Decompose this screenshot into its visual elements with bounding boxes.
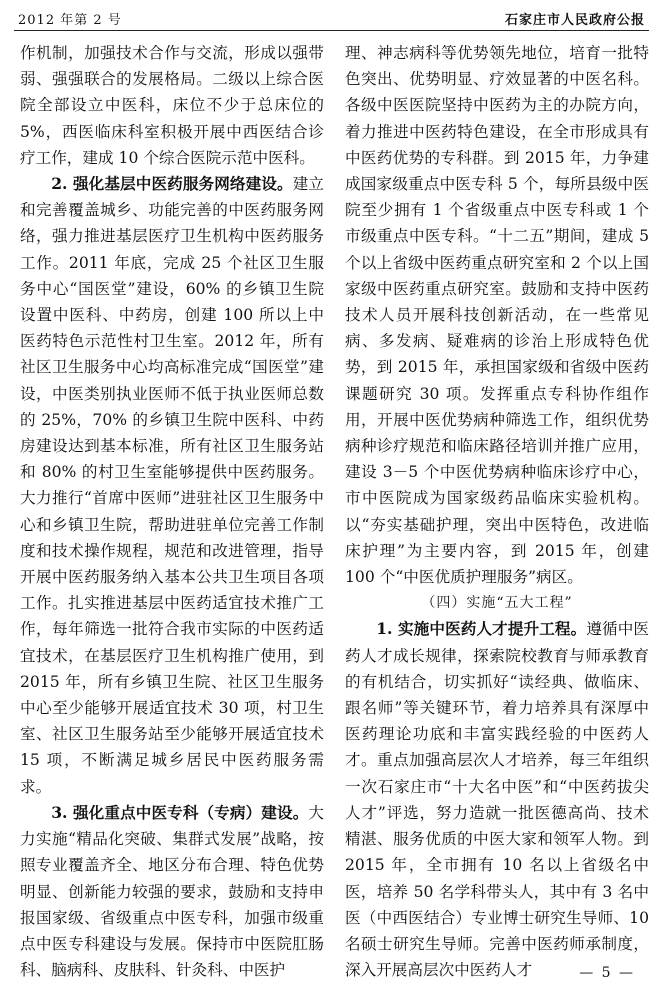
paragraph: 作机制，加强技术合作与交流，形成以强带弱、强强联合的发展格局。二级以上综合医院全部设立中医科，床位不少于总床位的 5%，西医临床科室积极开展中西医结合诊疗工作，建成 10 个综合医院示范中医科。 (20, 44, 324, 167)
section-heading: 3. 强化重点中医专科（专病）建设。 (51, 802, 309, 822)
subsection-heading: （四）实施“五大工程” (421, 595, 573, 612)
paragraph-section-1 (345, 616, 649, 983)
section-heading: 2. 强化基层中医药服务网络建设。 (51, 174, 293, 194)
paragraph-text: 遵循中医药人才成长规律，探索院校教育与师承教育的有机结合，切实抓好“读经典、做临床、跟名师”等关键环节，着力培养具有深厚中医药理论功底和丰富实践经验的中医药人才。重点加强高层次人才培养，每三年组织一次石家庄市“十大名中医”和“中医药拔尖人才”评选，努力造就一批医德高尚、技术精湛、服务优质的中医大家和领军人物。到 2015 年，全市拥有 10 名以上省级名中医，培养 50 名学科带头人，其中有 3 名中医（中西医结合）专业博士研究生导师、10 名硕士研究生导师。完善中医药师承制度，深入开展高层次中医药人才 (345, 620, 649, 980)
paragraph-section-3 (20, 800, 324, 983)
page-number: — 5 — (579, 965, 635, 981)
publication-title: 石家庄市人民政府公报 (504, 13, 645, 28)
paragraph-section-2 (20, 171, 324, 800)
right-column (345, 40, 649, 983)
paragraph-text: 建立和完善覆盖城乡、功能完善的中医药服务网络，强力推进基层医疗卫生机构中医药服务工作。2011 年底，完成 25 个社区卫生服务中心“国医堂”建设，60% 的乡镇卫生院设置中医科、中药房，创建 100 所以上中医药特色示范性村卫生室。2012 年，所有社区卫生服务中心均高标准完成“国医堂”建设，中医类别执业医师不低于执业医师总数的 25%，70% 的乡镇卫生院中医科、中药房建设达到基本标准，所有社区卫生服务站和 80% 的村卫生室能够提供中医药服务。大力推行“首席中医师”进驻社区卫生服务中心和乡镇卫生院，帮助进驻单位完善工作制度和技术操作规程，规范和改进管理，指导开展中医药服务纳入基本公共卫生项目各项工作。扎实推进基层中医药适宜技术推广工作，每年筛选一批符合我市实际的中医药适宜技术，在基层医疗卫生机构推广使用，到 2015 年，所有乡镇卫生院、社区卫生服务中心至少能够开展适宜技术 30 项，村卫生室、社区卫生服务站至少能够开展适宜技术 15 项，不断满足城乡居民中医药服务需求。 (20, 175, 324, 796)
page-header (14, 6, 649, 31)
section-heading: 1. 实施中医药人才提升工程。 (376, 619, 587, 639)
paragraph: 理、神志病科等优势领先地位，培育一批特色突出、优势明显、疗效显著的中医名科。各级中医医院坚持中医药为主的办院方向，着力推进中医药特色建设，在全市形成具有中医药优势的专科群。到 2015 年，力争建成国家级重点中医专科 5 个，每所县级中医院至少拥有 1 个省级重点中医专科或 1 个市级重点中医专科。“十二五”期间，建成 5 个以上省级中医药重点研究室和 2 个以上国家级中医药重点研究室。鼓励和支持中医药技术人员开展科技创新活动，在一些常见病、多发病、疑难病的诊治上形成特色优势，到 2015 年，承担国家级和省级中医药课题研究 30 项。发挥重点专科协作组作用，开展中医优势病种筛选工作，组织优势病种诊疗规范和临床路径培训并推广应用，建设 3－5 个中医优势病种临床诊疗中心，市中医院成为国家级药品临床实验机构。以“夯实基础护理，突出中医特色，改进临床护理”为主要内容，到 2015 年，创建 100 个“中医优质护理服务”病区。 (345, 44, 649, 587)
issue-label: 2012 年第 2 号 (18, 13, 122, 28)
paragraph-text: 大力实施“精品化突破、集群式发展”战略，按照专业覆盖齐全、地区分布合理、特色优势明显、创新能力较强的要求，鼓励和支持申报国家级、省级重点中医专科，加强市级重点中医专科建设与发展。保持市中医院肛肠科、脑病科、皮肤科、针灸科、中医护 (20, 803, 324, 980)
left-column (20, 40, 324, 983)
